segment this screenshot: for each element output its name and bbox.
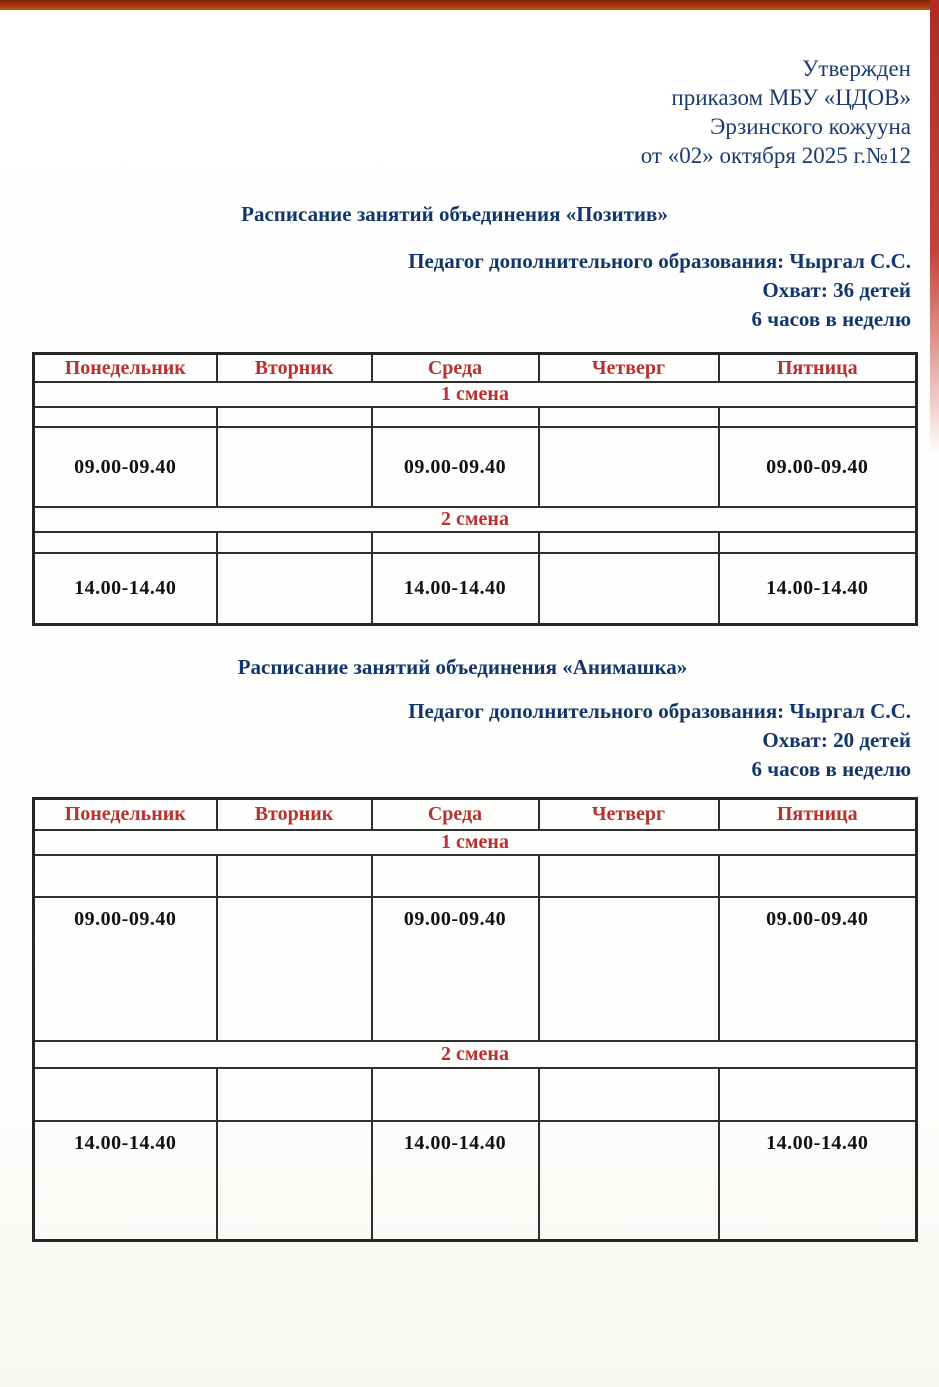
time-cell: 14.00-14.40 xyxy=(719,553,917,625)
teacher-line: Педагог дополнительного образования: Чыргал С.С. xyxy=(408,249,911,273)
shift2-time-row xyxy=(34,553,917,625)
section-title-pozitiv: Расписание занятий объединения «Позитив» xyxy=(241,202,668,226)
approval-line: Утвержден xyxy=(802,56,911,81)
time-cell xyxy=(539,553,719,625)
day-header-cell: Пятница xyxy=(719,799,917,831)
empty-cell xyxy=(539,855,719,897)
shift1-label-row xyxy=(34,830,917,855)
section-meta-pozitiv xyxy=(408,247,911,334)
spacer-row xyxy=(34,532,917,553)
day-header-cell: Четверг xyxy=(539,354,719,383)
coverage-line: Охват: 20 детей xyxy=(762,728,911,752)
hours-line: 6 часов в неделю xyxy=(751,307,911,331)
empty-cell xyxy=(372,532,539,553)
day-header-row xyxy=(34,354,917,383)
time-cell xyxy=(539,427,719,507)
time-cell: 14.00-14.40 xyxy=(372,553,539,625)
empty-cell xyxy=(217,532,372,553)
time-cell xyxy=(217,1121,372,1241)
time-cell xyxy=(539,897,719,1041)
approval-block xyxy=(641,54,911,170)
day-header-cell: Понедельник xyxy=(34,354,217,383)
schedule-table-animashka xyxy=(32,797,918,1242)
approval-line: Эрзинского кожууна xyxy=(710,114,911,139)
schedule-table-pozitiv xyxy=(32,352,918,626)
time-cell: 14.00-14.40 xyxy=(372,1121,539,1241)
time-cell: 09.00-09.40 xyxy=(372,897,539,1041)
time-cell xyxy=(217,427,372,507)
shift1-time-row xyxy=(34,897,917,1041)
empty-cell xyxy=(34,1068,217,1121)
day-header-cell: Понедельник xyxy=(34,799,217,831)
approval-line: приказом МБУ «ЦДОВ» xyxy=(671,85,911,110)
empty-cell xyxy=(372,855,539,897)
empty-cell xyxy=(34,532,217,553)
day-header-cell: Четверг xyxy=(539,799,719,831)
empty-cell xyxy=(372,1068,539,1121)
shift1-label-cell: 1 смена xyxy=(34,382,917,407)
time-cell: 09.00-09.40 xyxy=(719,427,917,507)
time-cell: 09.00-09.40 xyxy=(719,897,917,1041)
empty-cell xyxy=(539,532,719,553)
time-cell: 14.00-14.40 xyxy=(34,553,217,625)
time-cell: 09.00-09.40 xyxy=(34,897,217,1041)
shift2-label-cell: 2 смена xyxy=(34,507,917,532)
hours-line: 6 часов в неделю xyxy=(751,757,911,781)
day-header-cell: Пятница xyxy=(719,354,917,383)
time-cell xyxy=(539,1121,719,1241)
shift2-label-row xyxy=(34,507,917,532)
empty-cell xyxy=(719,855,917,897)
time-cell: 09.00-09.40 xyxy=(372,427,539,507)
section-title-animashka: Расписание занятий объединения «Анимашка» xyxy=(237,655,688,679)
coverage-line: Охват: 36 детей xyxy=(762,278,911,302)
shift1-label-row xyxy=(34,382,917,407)
shift2-time-row xyxy=(34,1121,917,1241)
day-header-cell: Вторник xyxy=(217,354,372,383)
empty-cell xyxy=(539,407,719,427)
teacher-line: Педагог дополнительного образования: Чыргал С.С. xyxy=(408,699,911,723)
shift1-time-row xyxy=(34,427,917,507)
spacer-row xyxy=(34,407,917,427)
empty-cell xyxy=(217,1068,372,1121)
empty-cell xyxy=(34,407,217,427)
photo-right-edge-band xyxy=(930,0,939,455)
shift1-label-cell: 1 смена xyxy=(34,830,917,855)
shift2-label-cell: 2 смена xyxy=(34,1041,917,1068)
spacer-row xyxy=(34,855,917,897)
time-cell xyxy=(217,553,372,625)
empty-cell xyxy=(719,532,917,553)
empty-cell xyxy=(372,407,539,427)
shift2-label-row xyxy=(34,1041,917,1068)
spacer-row xyxy=(34,1068,917,1121)
time-cell: 09.00-09.40 xyxy=(34,427,217,507)
time-cell: 14.00-14.40 xyxy=(719,1121,917,1241)
empty-cell xyxy=(217,407,372,427)
day-header-cell: Вторник xyxy=(217,799,372,831)
day-header-cell: Среда xyxy=(372,799,539,831)
section-meta-animashka xyxy=(408,697,911,784)
empty-cell xyxy=(217,855,372,897)
empty-cell xyxy=(719,1068,917,1121)
empty-cell xyxy=(539,1068,719,1121)
approval-line: от «02» октября 2025 г.№12 xyxy=(640,143,911,168)
empty-cell xyxy=(34,855,217,897)
empty-cell xyxy=(719,407,917,427)
time-cell: 14.00-14.40 xyxy=(34,1121,217,1241)
day-header-cell: Среда xyxy=(372,354,539,383)
time-cell xyxy=(217,897,372,1041)
day-header-row xyxy=(34,799,917,831)
photo-top-edge-band xyxy=(0,0,939,10)
